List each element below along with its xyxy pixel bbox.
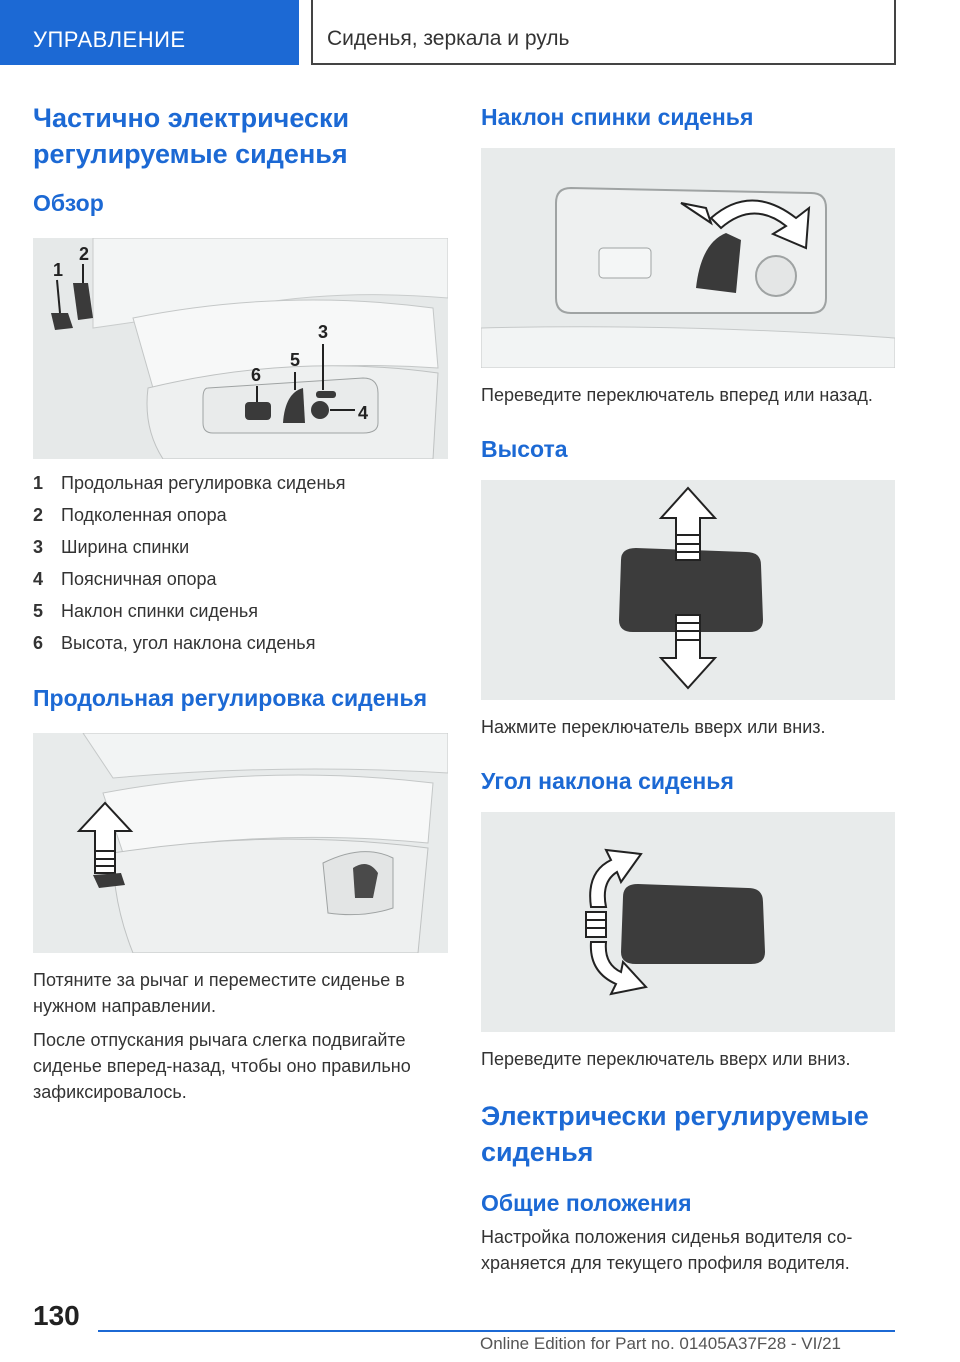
tilt-switch-image xyxy=(481,812,895,1032)
overview-legend xyxy=(33,469,448,661)
right-column xyxy=(481,100,895,1276)
legend-number: 1 xyxy=(33,473,44,493)
legend-text: Поясничная опора xyxy=(61,569,217,589)
svg-text:6: 6 xyxy=(251,365,262,385)
legend-number: 5 xyxy=(33,601,44,621)
legend-text: Продольная регулировка сиденья xyxy=(61,473,346,493)
legend-text: Ширина спинки xyxy=(61,537,190,557)
longitudinal-heading: Продольная регулировка сиденья xyxy=(33,685,428,711)
height-text: Нажмите переключатель вверх или вниз. xyxy=(481,717,826,737)
svg-text:5: 5 xyxy=(290,350,301,370)
svg-text:4: 4 xyxy=(358,403,369,423)
height-switch-image xyxy=(481,480,895,700)
general-text: Настройка положения сиденья водителя со-храняется для текущего профиля водителя. xyxy=(481,1227,853,1273)
height-heading: Высота xyxy=(481,436,568,462)
svg-text:3: 3 xyxy=(318,322,329,342)
legend-item xyxy=(33,629,448,661)
longitudinal-paragraph-2: После отпускания рычага слегка подвигайте сиденье вперед-назад, чтобы оно правильно зафиксировалось. xyxy=(33,1030,411,1102)
footer-edition: Online Edition for Part no. 01405A37F28 - VI/21 xyxy=(480,1334,842,1353)
legend-number: 6 xyxy=(33,633,44,653)
legend-number: 2 xyxy=(33,505,44,525)
overview-heading: Обзор xyxy=(33,190,104,216)
legend-item xyxy=(33,469,448,501)
header-chapter-box xyxy=(311,0,896,65)
tilt-heading: Угол наклона сиденья xyxy=(481,768,734,794)
left-column xyxy=(33,100,448,1105)
longitudinal-adjust-image xyxy=(33,733,448,953)
legend-item xyxy=(33,565,448,597)
legend-item xyxy=(33,501,448,533)
header-section-tab xyxy=(0,0,299,65)
legend-number: 4 xyxy=(33,569,44,589)
header-section-label: УПРАВЛЕНИЕ xyxy=(33,27,186,52)
svg-text:2: 2 xyxy=(79,244,90,264)
backrest-switch-illustration xyxy=(481,148,895,368)
general-heading: Общие положения xyxy=(481,1190,692,1216)
backrest-switch-image xyxy=(481,148,895,368)
longitudinal-paragraph-1: Потяните за рычаг и переместите сиденье в нужном направлении. xyxy=(33,970,405,1016)
backrest-heading: Наклон спинки сиденья xyxy=(481,104,754,130)
seat-overview-image xyxy=(33,238,448,459)
legend-text: Высота, угол наклона сиденья xyxy=(61,633,316,653)
electric-seats-heading: Электрически регулируемые сиденья xyxy=(481,1101,869,1167)
svg-text:1: 1 xyxy=(53,260,64,280)
header-chapter-label: Сиденья, зеркала и руль xyxy=(327,27,570,50)
footer-divider xyxy=(98,1330,895,1332)
tilt-switch-illustration xyxy=(481,812,895,1032)
page-number: 130 xyxy=(33,1300,80,1331)
page-title: Частично электрически регулируемые сиденья xyxy=(33,103,350,169)
legend-item xyxy=(33,533,448,565)
legend-number: 3 xyxy=(33,537,44,557)
seat-overview-illustration xyxy=(33,238,448,459)
tilt-text: Переведите переключатель вверх или вниз. xyxy=(481,1049,851,1069)
longitudinal-adjust-illustration xyxy=(33,733,448,953)
legend-text: Подколенная опора xyxy=(61,505,227,525)
height-switch-illustration xyxy=(481,480,895,700)
legend-item xyxy=(33,597,448,629)
legend-text: Наклон спинки сиденья xyxy=(61,601,259,621)
backrest-text: Переведите переключатель вперед или назад. xyxy=(481,385,873,405)
